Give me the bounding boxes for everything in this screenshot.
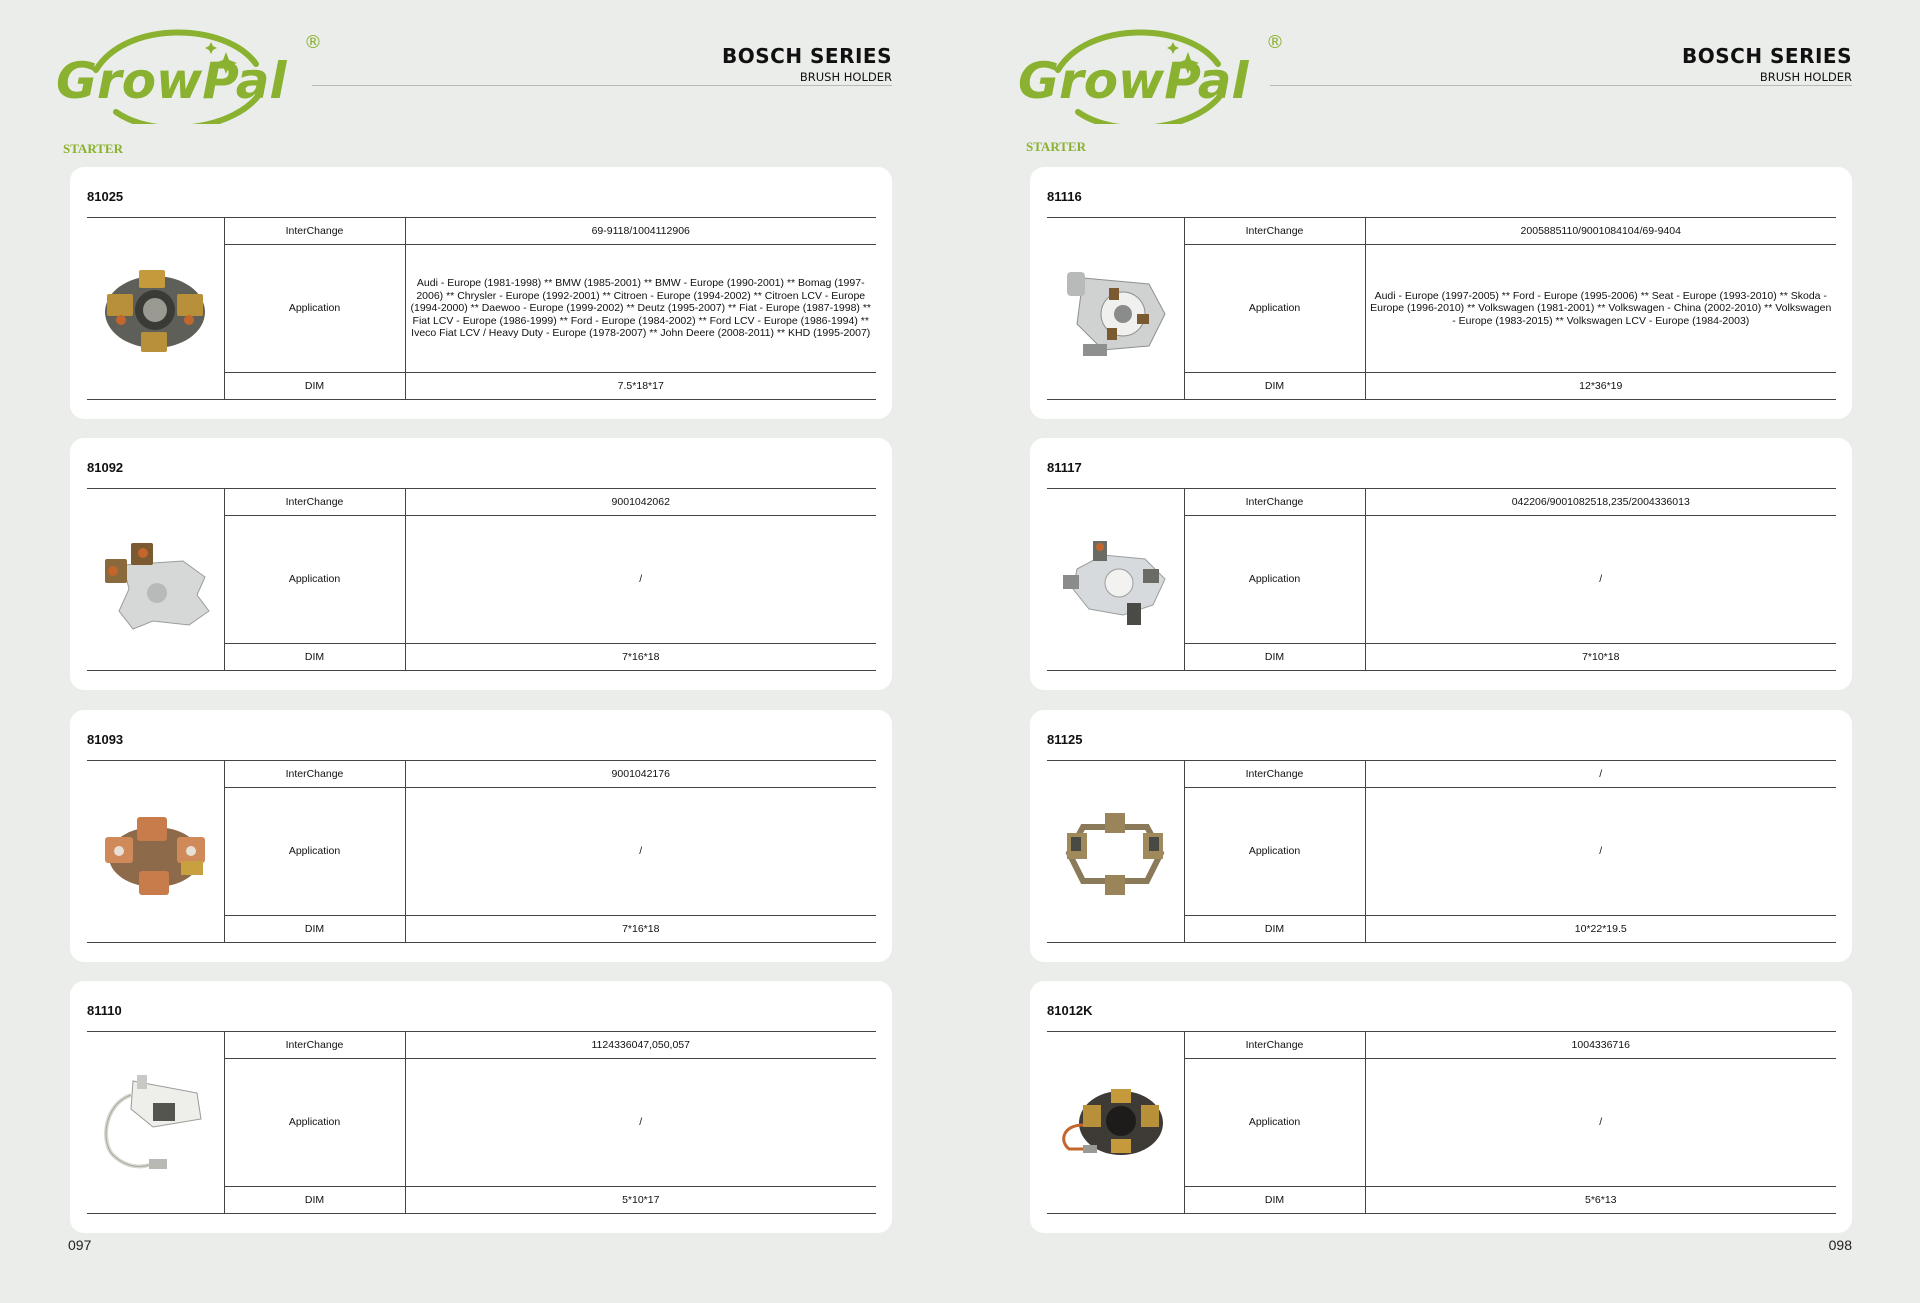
interchange-label: InterChange — [1184, 1032, 1365, 1059]
interchange-value: 2005885110/9001084104/69-9404 — [1365, 218, 1836, 245]
brush-holder-image — [93, 1065, 217, 1181]
page-number: 098 — [1828, 1237, 1852, 1253]
part-number: 81125 — [1047, 732, 1083, 747]
application-value: / — [405, 1059, 876, 1187]
interchange-label: InterChange — [1184, 761, 1365, 788]
dim-value: 7*16*18 — [622, 922, 660, 935]
dim-value: 10*22*19.5 — [1574, 922, 1627, 935]
product-image-cell — [87, 218, 224, 400]
application-label: Application — [1184, 788, 1365, 916]
brush-holder-image — [93, 525, 217, 635]
dim-label: DIM — [1184, 916, 1365, 943]
series-subtitle: BRUSH HOLDER — [1759, 70, 1852, 84]
part-number: 81116 — [1047, 189, 1082, 204]
brush-holder-image — [1053, 525, 1177, 635]
interchange-label: InterChange — [224, 761, 405, 788]
svg-text:®: ® — [1266, 32, 1284, 53]
product-card — [1030, 710, 1852, 962]
application-label: Application — [224, 1059, 405, 1187]
interchange-value: 1124336047,050,057 — [405, 1032, 876, 1059]
application-label: Application — [1184, 1059, 1365, 1187]
svg-text:GrowPal: GrowPal — [1018, 52, 1249, 110]
application-value: / — [1365, 516, 1836, 644]
product-image-cell — [87, 761, 224, 943]
dim-value: 12*36*19 — [1579, 379, 1623, 392]
part-number: 81110 — [87, 1003, 122, 1018]
application-value: Audi - Europe (1981-1998) ** BMW (1985-2001) ** BMW - Europe (1990-2001) ** Bomag (1997-2006) ** Chrysler - Europe (1992-2001) ** Citroen - Europe (1994-2002) ** Citroen LCV - Europe (1994-2000) ** Daewoo - Europe (1999-2002) ** Deutz (1995-2007) ** Fiat - Europe (1987-1998) ** Fiat LCV - Europe (1986-1999) ** Ford - Europe (1984-2002) ** Ford LCV - Europe (1986-1994) ** Iveco Fiat LCV / Heavy Duty - Europe (1978-2007) ** John Deere (2008-2011) ** KHD (1995-2007) — [405, 245, 876, 373]
application-value: / — [1365, 1059, 1836, 1187]
application-label: Application — [224, 245, 405, 373]
brush-holder-image — [93, 254, 217, 364]
brush-holder-image — [1053, 254, 1177, 364]
product-image-cell — [1047, 761, 1184, 943]
part-number: 81117 — [1047, 460, 1082, 475]
dim-value: 5*10*17 — [622, 1193, 660, 1206]
header-rule — [312, 85, 892, 86]
interchange-value: 1004336716 — [1365, 1032, 1836, 1059]
product-card — [70, 710, 892, 962]
page-number: 097 — [68, 1237, 92, 1253]
application-label: Application — [224, 516, 405, 644]
dim-label: DIM — [224, 644, 405, 671]
application-value: / — [405, 516, 876, 644]
spec-table — [1047, 488, 1836, 671]
product-image-cell — [87, 489, 224, 671]
part-number: 81025 — [87, 189, 124, 204]
svg-text:GrowPal: GrowPal — [56, 52, 287, 110]
dim-label: DIM — [224, 916, 405, 943]
dim-label: DIM — [1184, 373, 1365, 400]
part-number: 81093 — [87, 732, 124, 747]
dim-value: 7.5*18*17 — [617, 379, 664, 392]
application-value: Audi - Europe (1997-2005) ** Ford - Europe (1995-2006) ** Seat - Europe (1993-2010) ** Skoda - Europe (1996-2010) ** Volkswagen (1981-2001) ** Volkswagen - China (2002-2010) ** Volkswagen - Europe (1983-2015) ** Volkswagen LCV - Europe (1984-2003) — [1365, 245, 1836, 373]
application-value: / — [405, 788, 876, 916]
application-label: Application — [1184, 516, 1365, 644]
interchange-value: 69-9118/1004112906 — [405, 218, 876, 245]
spec-table — [1047, 217, 1836, 400]
interchange-label: InterChange — [224, 1032, 405, 1059]
product-card — [70, 981, 892, 1233]
interchange-value: 042206/9001082518,235/2004336013 — [1365, 489, 1836, 516]
spec-table — [87, 217, 876, 400]
series-title: BOSCH SERIES — [1681, 44, 1852, 68]
growpal-logo — [56, 22, 336, 124]
brush-holder-image — [93, 797, 217, 907]
interchange-value: 9001042062 — [405, 489, 876, 516]
part-number: 81092 — [87, 460, 124, 475]
interchange-label: InterChange — [1184, 489, 1365, 516]
interchange-value: 9001042176 — [405, 761, 876, 788]
interchange-label: InterChange — [224, 489, 405, 516]
product-image-cell — [1047, 489, 1184, 671]
application-label: Application — [1184, 245, 1365, 373]
product-card — [1030, 167, 1852, 419]
application-value: / — [1365, 788, 1836, 916]
spec-table — [87, 488, 876, 671]
catalog-page-right — [960, 0, 1920, 1303]
dim-label: DIM — [1184, 1187, 1365, 1214]
section-label: STARTER — [1026, 139, 1086, 154]
spec-table — [1047, 1031, 1836, 1214]
product-image-cell — [87, 1032, 224, 1214]
product-image-cell — [1047, 218, 1184, 400]
product-card — [70, 438, 892, 690]
interchange-value: / — [1365, 761, 1836, 788]
section-label: STARTER — [63, 141, 123, 156]
series-subtitle: BRUSH HOLDER — [799, 70, 892, 84]
part-number: 81012K — [1047, 1003, 1093, 1018]
application-label: Application — [224, 788, 405, 916]
dim-value: 7*16*18 — [622, 650, 660, 663]
product-image-cell — [1047, 1032, 1184, 1214]
interchange-label: InterChange — [1184, 218, 1365, 245]
series-title: BOSCH SERIES — [721, 44, 892, 68]
dim-label: DIM — [1184, 644, 1365, 671]
svg-text:®: ® — [304, 32, 322, 53]
dim-label: DIM — [224, 373, 405, 400]
spec-table — [87, 1031, 876, 1214]
dim-value: 5*6*13 — [1584, 1193, 1617, 1206]
dim-value: 7*10*18 — [1582, 650, 1620, 663]
product-card — [70, 167, 892, 419]
brush-holder-image — [1053, 797, 1177, 907]
dim-label: DIM — [224, 1187, 405, 1214]
product-card — [1030, 438, 1852, 690]
header-rule — [1270, 85, 1852, 86]
brush-holder-image — [1053, 1065, 1177, 1181]
spec-table — [1047, 760, 1836, 943]
spec-table — [87, 760, 876, 943]
product-card — [1030, 981, 1852, 1233]
interchange-label: InterChange — [224, 218, 405, 245]
growpal-logo — [1018, 22, 1298, 124]
